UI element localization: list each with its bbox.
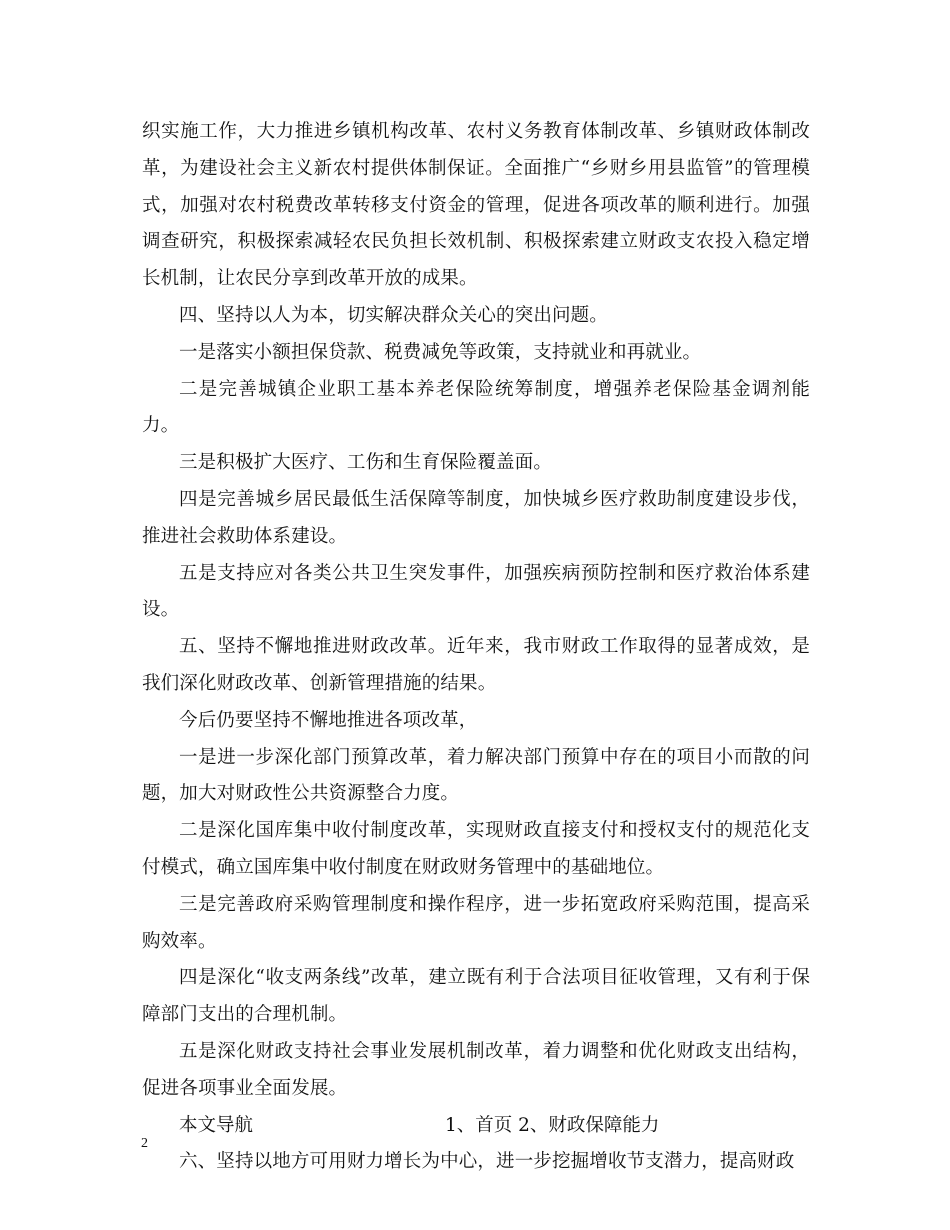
paragraph-item: 四是完善城乡居民最低生活保障等制度，加快城乡医疗救助制度建设步伐，推进社会救助体系建设。 xyxy=(142,488,810,547)
paragraph-item: 三是积极扩大医疗、工伤和生育保险覆盖面。 xyxy=(179,452,553,474)
navigation-label: 本文导航 xyxy=(179,1114,254,1136)
paragraph-item: 二是深化国库集中收付制度改革，实现财政直接支付和授权支付的规范化支付模式，确立国库集中收付制度在财政财务管理中的基础地位。 xyxy=(142,820,810,878)
paragraph-heading-6: 六、坚持以地方可用财力增长为中心，进一步挖掘增收节支潜力，提高财政 xyxy=(179,1151,795,1173)
document-body xyxy=(142,114,810,1181)
paragraph-item: 一是进一步深化部门预算改革，着力解决部门预算中存在的项目小而散的问题，加大对财政性公共资源整合力度。 xyxy=(142,746,810,805)
page-number: 2 xyxy=(141,1136,148,1151)
paragraph-item: 三是完善政府采购管理制度和操作程序，进一步拓宽政府采购范围，提高采购效率。 xyxy=(142,893,810,952)
paragraph-item: 四是深化“收支两条线”改革，建立既有利于合法项目征收管理，又有利于保障部门支出的合理机制。 xyxy=(142,967,810,1026)
paragraph-item: 五是深化财政支持社会事业发展机制改革，着力调整和优化财政支出结构，促进各项事业全面发展。 xyxy=(142,1040,810,1099)
paragraph-heading-4: 四、坚持以人为本，切实解决群众关心的突出问题。 xyxy=(179,304,608,326)
paragraph-item: 一是落实小额担保贷款、税费减免等政策，支持就业和再就业。 xyxy=(179,341,702,363)
paragraph-item: 二是完善城镇企业职工基本养老保险统筹制度，增强养老保险基金调剂能力。 xyxy=(142,378,810,437)
paragraph-continuation: 织实施工作，大力推进乡镇机构改革、农村义务教育体制改革、乡镇财政体制改革，为建设社会主义新农村提供体制保证。全面推广“乡财乡用县监管”的管理模式，加强对农村税费改革转移支付资金的管理，促进各项改革的顺利进行。加强调查研究，积极探索减轻农民负担长效机制、积极探索建立财政支农投入稳定增长机制，让农民分享到改革开放的成果。 xyxy=(142,121,810,290)
paragraph-intro: 今后仍要坚持不懈地推进各项改革， xyxy=(179,709,478,731)
navigation-links[interactable]: 1、首页 2、财政保障能力 xyxy=(445,1114,660,1136)
paragraph-item: 五是支持应对各类公共卫生突发事件，加强疾病预防控制和医疗救治体系建设。 xyxy=(142,562,810,621)
paragraph-heading-5: 五、坚持不懈地推进财政改革。近年来，我市财政工作取得的显著成效，是我们深化财政改革、创新管理措施的结果。 xyxy=(142,636,810,694)
article-navigation xyxy=(142,1108,810,1145)
